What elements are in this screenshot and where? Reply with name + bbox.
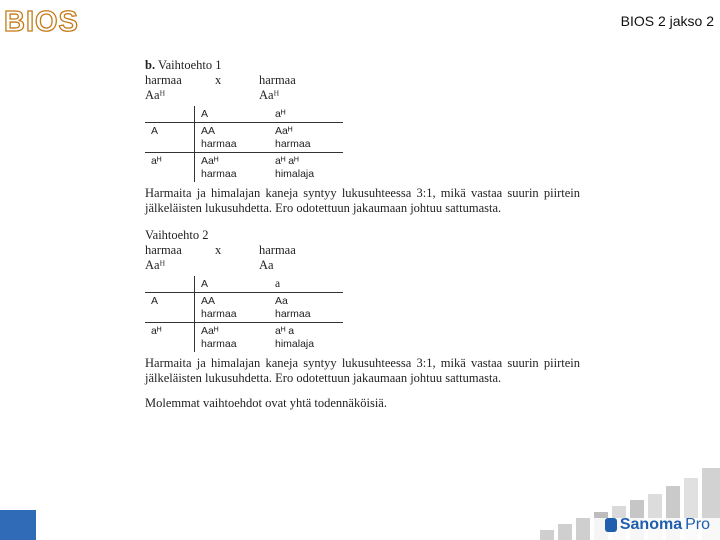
table-cell: Aa harmaa (269, 293, 343, 323)
section2-title: Vaihtoehto 2 (145, 228, 209, 242)
section2-genotypes: Aaᴴ Aa (145, 258, 274, 272)
table-header-row: A a (145, 276, 343, 293)
table-cell: AA harmaa (195, 123, 270, 153)
bios-logo: BIOS (4, 6, 79, 38)
punnett-square-1 (145, 106, 343, 182)
sanomapro-logo: Sanoma Pro (605, 516, 710, 534)
table-row: A AA harmaa Aa harmaa (145, 293, 343, 323)
document-body (145, 58, 580, 411)
sanoma-mark-icon (605, 518, 617, 532)
table-cell: aᴴ aᴴ himalaja (275, 155, 315, 180)
section2-parents: harmaa x harmaa (145, 243, 296, 257)
section1-parents: harmaa x harmaa (145, 73, 296, 87)
table-cell: Aaᴴ harmaa (269, 123, 343, 153)
section1-title: b. Vaihtoehto 1 (145, 58, 222, 72)
table-cell: aᴴ a himalaja (275, 325, 315, 350)
table-cell: Aaᴴ harmaa (201, 325, 237, 350)
slide-title: BIOS 2 jakso 2 (620, 13, 714, 29)
table-cell: AA harmaa (195, 293, 270, 323)
section1-conclusion: Harmaita ja himalajan kaneja syntyy lukusuhteessa 3:1, mikä vastaa suurin piirtein jälkeläisten lukusuhdetta. Ero odotettuun jakaumaan johtuu sattumasta. (145, 186, 580, 215)
footer-accent-block (0, 510, 36, 540)
section2-conclusion: Harmaita ja himalajan kaneja syntyy lukusuhteessa 3:1, mikä vastaa suurin piirtein jälkeläisten lukusuhdetta. Ero odotettuun jakaumaan johtuu sattumasta. (145, 356, 580, 385)
section1-genotypes: Aaᴴ Aaᴴ (145, 88, 280, 102)
table-header-row: A aᴴ (145, 106, 343, 123)
punnett-square-2 (145, 276, 343, 352)
table-row: aᴴ Aaᴴ harmaa aᴴ a himalaja (145, 323, 343, 353)
table-row: A AA harmaa Aaᴴ harmaa (145, 123, 343, 153)
table-row: aᴴ Aaᴴ harmaa aᴴ aᴴ himalaja (145, 153, 343, 183)
table-cell: Aaᴴ harmaa (201, 155, 237, 180)
summary-text: Molemmat vaihtoehdot ovat yhtä todennäköisiä. (145, 396, 387, 410)
